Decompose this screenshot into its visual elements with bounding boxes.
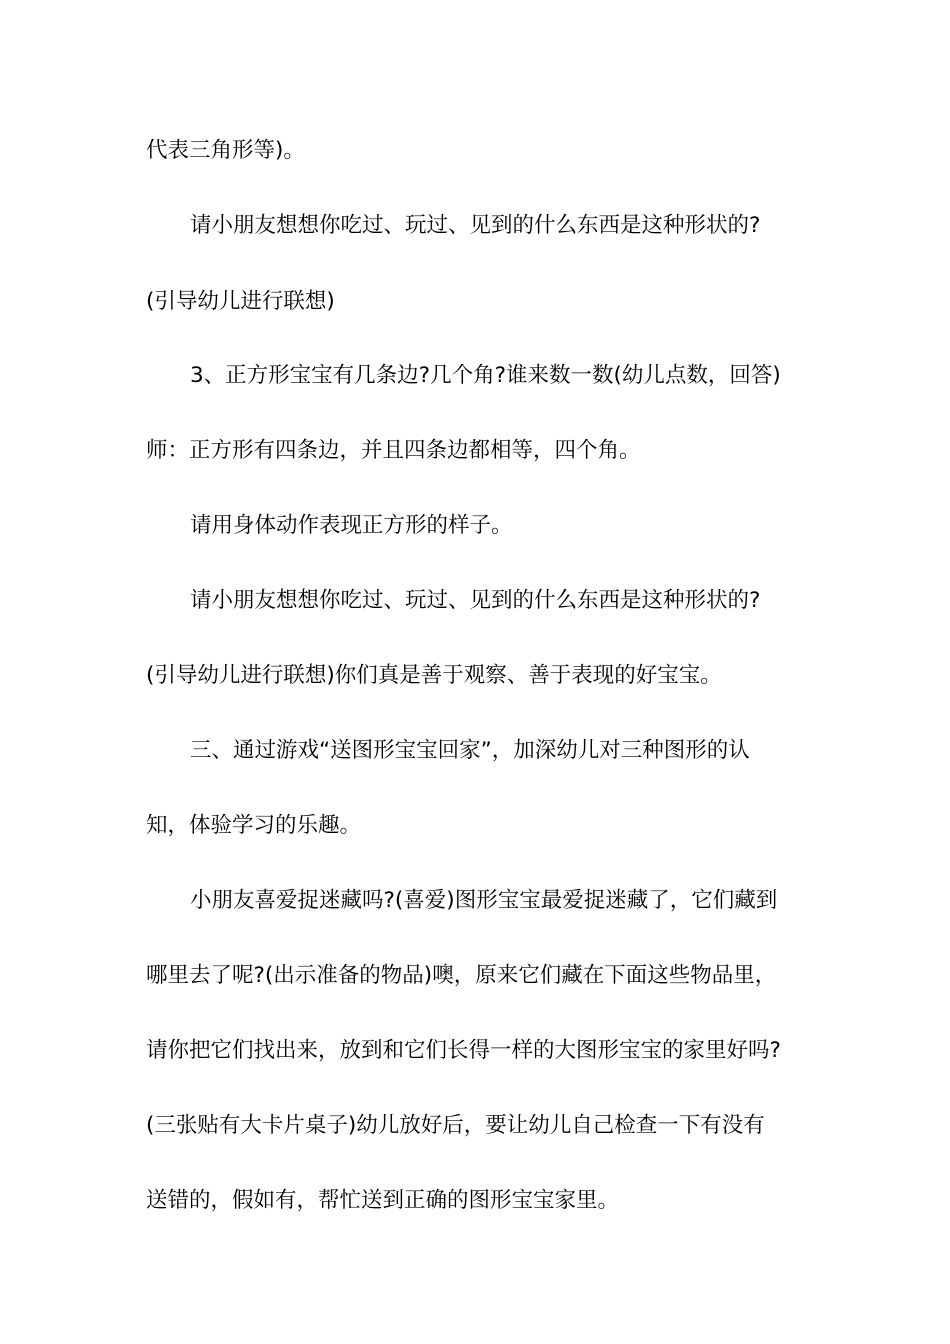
text-line: 知，体验学习的乐趣。 — [146, 813, 362, 838]
text-line: 请用身体动作表现正方形的样子。 — [190, 513, 513, 538]
text-line: 3、正方形宝宝有几条边?几个角?谁来数一数(幼儿点数，回答) — [190, 363, 781, 388]
text-line: 请你把它们找出来，放到和它们长得一样的大图形宝宝的家里好吗? — [146, 1038, 781, 1063]
text-line: 三、通过游戏“送图形宝宝回家”，加深幼儿对三种图形的认 — [190, 738, 750, 763]
text-line: 小朋友喜爱捉迷藏吗?(喜爱)图形宝宝最爱捉迷藏了，它们藏到 — [190, 888, 778, 913]
text-line: 师：正方形有四条边，并且四条边都相等，四个角。 — [146, 438, 641, 463]
text-line: 请小朋友想想你吃过、玩过、见到的什么东西是这种形状的? — [190, 213, 761, 238]
text-line: (引导幼儿进行联想)你们真是善于观察、善于表现的好宝宝。 — [146, 663, 722, 688]
text-line: 请小朋友想想你吃过、玩过、见到的什么东西是这种形状的? — [190, 588, 761, 613]
text-line: 哪里去了呢?(出示准备的物品)噢，原来它们藏在下面这些物品里， — [146, 963, 777, 988]
text-line: (引导幼儿进行联想) — [146, 289, 335, 314]
text-line: (三张贴有大卡片桌子)幼儿放好后，要让幼儿自己检查一下有没有 — [146, 1113, 765, 1138]
text-line: 送错的，假如有，帮忙送到正确的图形宝宝家里。 — [146, 1188, 620, 1213]
text-line: 代表三角形等)。 — [146, 138, 305, 163]
